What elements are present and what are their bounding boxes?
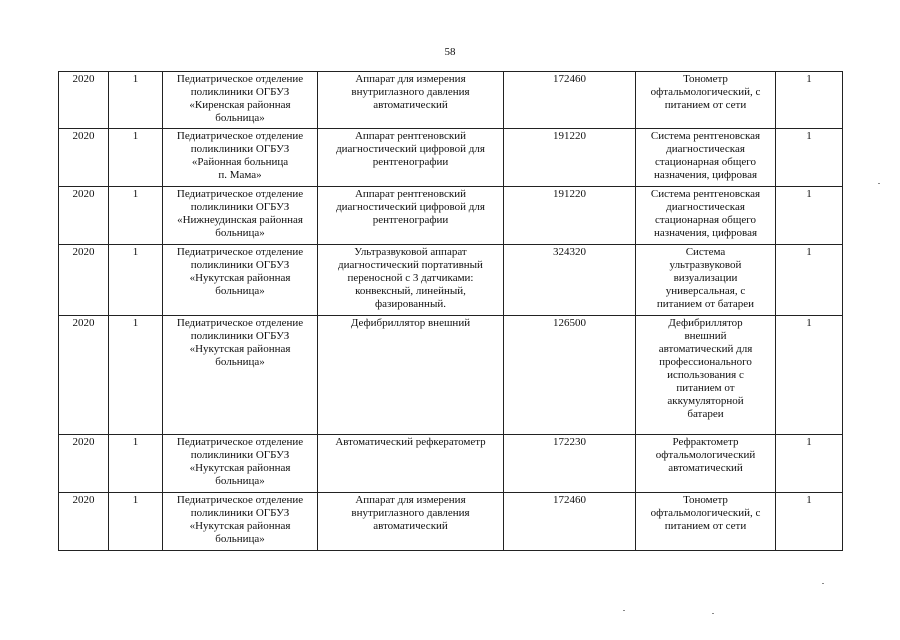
device-cell: Ультразвуковой аппарат диагностический портативный переносной с 3 датчиками: конвексный, линейный, фазированный. [318, 245, 504, 316]
code-cell: 126500 [504, 316, 636, 435]
count-cell: 1 [776, 187, 843, 245]
department-cell: Педиатрическое отделение поликлиники ОГБУЗ «Киренская районная больница» [163, 72, 318, 129]
quantity-cell: 1 [109, 316, 163, 435]
count-cell: 1 [776, 316, 843, 435]
description-cell: Система рентгеновская диагностическая стационарная общего назначения, цифровая [636, 129, 776, 187]
device-cell: Аппарат рентгеновский диагностический цифровой для рентгенографии [318, 187, 504, 245]
department-cell: Педиатрическое отделение поликлиники ОГБУЗ «Районная больница п. Мама» [163, 129, 318, 187]
count-cell: 1 [776, 129, 843, 187]
table-row [59, 316, 843, 435]
year-cell: 2020 [59, 493, 109, 551]
code-cell: 172460 [504, 72, 636, 129]
year-cell: 2020 [59, 245, 109, 316]
department-cell: Педиатрическое отделение поликлиники ОГБУЗ «Нукутская районная больница» [163, 316, 318, 435]
equipment-table [58, 71, 843, 551]
code-cell: 324320 [504, 245, 636, 316]
description-cell: Система рентгеновская диагностическая стационарная общего назначения, цифровая [636, 187, 776, 245]
description-cell: Тонометр офтальмологический, с питанием от сети [636, 72, 776, 129]
table-row [59, 187, 843, 245]
table-row [59, 72, 843, 129]
count-cell: 1 [776, 493, 843, 551]
device-cell: Дефибриллятор внешний [318, 316, 504, 435]
department-cell: Педиатрическое отделение поликлиники ОГБУЗ «Нукутская районная больница» [163, 435, 318, 493]
table-row [59, 435, 843, 493]
year-cell: 2020 [59, 129, 109, 187]
quantity-cell: 1 [109, 72, 163, 129]
description-cell: Система ультразвуковой визуализации универсальная, с питанием от батареи [636, 245, 776, 316]
description-cell: Тонометр офтальмологический, с питанием от сети [636, 493, 776, 551]
year-cell: 2020 [59, 316, 109, 435]
year-cell: 2020 [59, 72, 109, 129]
device-cell: Аппарат для измерения внутриглазного давления автоматический [318, 493, 504, 551]
device-cell: Автоматический рефкератометр [318, 435, 504, 493]
device-cell: Аппарат для измерения внутриглазного давления автоматический [318, 72, 504, 129]
description-cell: Рефрактометр офтальмологический автоматический [636, 435, 776, 493]
year-cell: 2020 [59, 187, 109, 245]
count-cell: 1 [776, 435, 843, 493]
count-cell: 1 [776, 245, 843, 316]
code-cell: 191220 [504, 129, 636, 187]
department-cell: Педиатрическое отделение поликлиники ОГБУЗ «Нижнеудинская районная больница» [163, 187, 318, 245]
code-cell: 191220 [504, 187, 636, 245]
quantity-cell: 1 [109, 435, 163, 493]
table-row [59, 493, 843, 551]
page-number: 58 [444, 46, 456, 58]
quantity-cell: 1 [109, 493, 163, 551]
device-cell: Аппарат рентгеновский диагностический цифровой для рентгенографии [318, 129, 504, 187]
quantity-cell: 1 [109, 187, 163, 245]
department-cell: Педиатрическое отделение поликлиники ОГБУЗ «Нукутская районная больница» [163, 493, 318, 551]
year-cell: 2020 [59, 435, 109, 493]
table-row [59, 245, 843, 316]
code-cell: 172460 [504, 493, 636, 551]
quantity-cell: 1 [109, 129, 163, 187]
department-cell: Педиатрическое отделение поликлиники ОГБУЗ «Нукутская районная больница» [163, 245, 318, 316]
description-cell: Дефибриллятор внешний автоматический для профессионального использования с питанием от аккумуляторной батареи [636, 316, 776, 435]
count-cell: 1 [776, 72, 843, 129]
quantity-cell: 1 [109, 245, 163, 316]
table-row [59, 129, 843, 187]
code-cell: 172230 [504, 435, 636, 493]
